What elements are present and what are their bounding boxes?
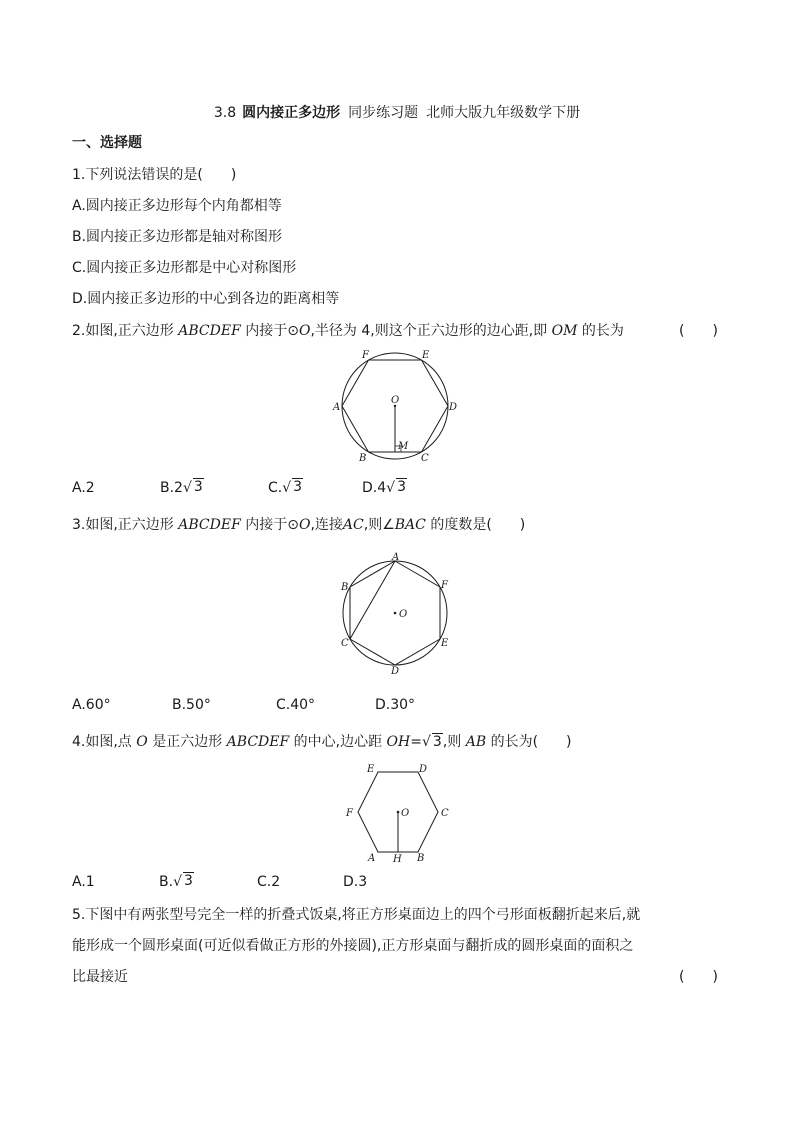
q3-label-c: C [341,638,349,649]
q4-segment2-name: AB [465,734,487,750]
sqrt-sign: √ 3 [173,873,193,890]
q5-line-3: 比最接近 [72,969,128,985]
q4-label-d: D [419,764,428,775]
q3-label-b: B [341,582,349,593]
q2-hexagon-name: ABCDEF [178,323,241,339]
q5-line-1: 5.下图中有两张型号完全一样的折叠式饭桌,将正方形桌面边上的四个弓形面板翻折起来后,就 [72,907,641,923]
textbook-name: 北师大版九年级数学下册 [426,105,581,121]
sqrt-sign: √ 3 [386,479,406,496]
q4-label-c: C [441,808,449,819]
q3-label-d: D [391,666,400,676]
q3-options [72,695,772,715]
q4-label-e: E [367,764,375,775]
q3-stem-text: 的度数是( ) [430,517,526,533]
q3-hexagon-name: ABCDEF [178,517,241,533]
sqrt-sign: √ 3 [282,479,303,496]
q2-radicand: 3 [193,479,203,495]
q2-option-b [160,478,203,498]
q2-option-b-text: B.2 [160,480,183,496]
q3-label-e: E [441,638,449,649]
q4-figure [338,760,458,868]
q3-label-o: O [399,609,408,620]
q4-option-c: C.2 [257,874,281,890]
page-title [0,103,794,123]
q3-segment-ac [350,561,395,639]
q2-option-a: A.2 [72,480,95,496]
q2-label-d: D [449,402,458,413]
q1-option-a: A.圆内接正多边形每个内角都相等 [72,198,282,214]
section-heading: 一、选择题 [72,135,142,151]
q3-label-f: F [441,580,448,591]
q5-answer-paren: ( ) [679,969,718,985]
q4-point-name: O [136,734,148,750]
q4-options [72,872,772,892]
q3-circle-name: O [298,517,311,533]
q2-segment-name: OM [551,323,578,339]
q3-stem-text: ,连接 [310,517,343,533]
q4-option-a: A.1 [72,874,95,890]
q4-stem-text: = [410,734,422,750]
q2-label-f: F [362,350,369,361]
q1-option-b: B.圆内接正多边形都是轴对称图形 [72,229,283,245]
q2-stem-text: 的长为 [581,323,624,339]
q3-option-a: A.60° [72,697,111,713]
q3-center-dot [394,612,397,615]
q4-label-a: A [368,853,376,864]
q2-label-a: A [333,402,341,413]
q3-option-d: D.30° [375,697,416,713]
q3-angle-name: BAC [394,517,426,533]
q4-stem [72,732,572,752]
q2-options [72,478,772,498]
lesson-number: 3.8 [213,105,237,121]
q2-option-c [268,478,303,498]
q2-label-m: M [398,441,409,452]
sqrt-sign: √ 3 [421,734,442,750]
q2-label-c: C [421,453,429,464]
q3-figure [335,550,455,676]
q1-option-d: D.圆内接正多边形的中心到各边的距离相等 [72,291,340,307]
q4-stem-text: ,则 [442,734,462,750]
q4-radicand: 3 [183,873,193,889]
q2-circle-name: O [298,323,311,339]
q4-stem-text: 4.如图,点 [72,734,132,750]
q3-stem-text: ,则∠ [363,517,395,533]
q4-option-b-text: B. [159,874,174,890]
q4-label-o: O [401,808,410,819]
q4-hexagon-name: ABCDEF [226,734,290,750]
sqrt-sign: √ 3 [182,479,203,496]
q2-figure [330,348,460,468]
lesson-topic: 圆内接正多边形 [242,105,341,121]
q3-stem [72,515,525,535]
q3-stem-text: 内接于⊙ [245,517,299,533]
q3-stem-text: 3.如图,正六边形 [72,517,174,533]
q3-option-c: C.40° [276,697,316,713]
q4-stem-text: 的长为( ) [490,734,572,750]
q1-option-c: C.圆内接正多边形都是中心对称图形 [72,260,297,276]
q2-stem [72,321,624,341]
q2-label-o: O [391,395,400,406]
q2-stem-text: 内接于⊙ [245,323,299,339]
q2-stem-text: 2.如图,正六边形 [72,323,174,339]
q2-radicand: 3 [293,479,303,495]
q3-segment-name: AC [342,517,364,533]
q4-stem-text: 的中心,边心距 [293,734,383,750]
q4-option-d: D.3 [343,874,368,890]
q2-stem-text: ,半径为 4,则这个正六边形的边心距,即 [310,323,548,339]
q3-label-a: A [392,552,400,563]
q2-label-e: E [422,350,430,361]
q4-label-h: H [393,854,402,865]
lesson-kind: 同步练习题 [348,105,419,121]
q4-label-b: B [417,853,425,864]
q2-radicand: 3 [397,479,406,495]
q2-label-b: B [359,453,367,464]
q4-option-b [159,872,193,892]
q4-center-dot [397,811,400,814]
q4-segment-name: OH [386,734,411,750]
q2-option-d [362,478,406,498]
q4-radicand: 3 [432,734,442,750]
q2-option-d-text: D.4 [362,480,387,496]
q2-option-c-text: C. [268,480,283,496]
q4-stem-text: 是正六边形 [152,734,223,750]
q1-stem: 1.下列说法错误的是( ) [72,167,237,183]
q4-label-f: F [346,808,353,819]
q5-line-2: 能形成一个圆形桌面(可近似看做正方形的外接圆),正方形桌面与翻折成的圆形桌面的面积之 [72,938,634,954]
q3-option-b: B.50° [172,697,211,713]
q2-answer-paren: ( ) [679,323,718,339]
